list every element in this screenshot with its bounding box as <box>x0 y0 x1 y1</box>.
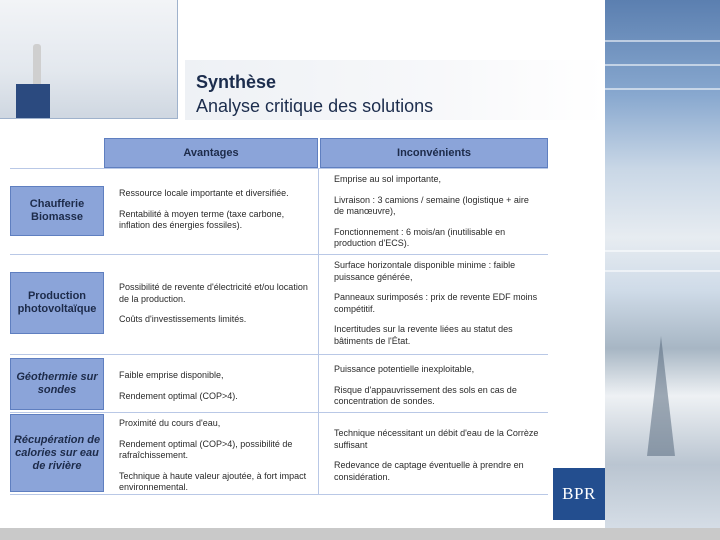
strip-pipe-line <box>605 64 720 66</box>
row-photovoltaic-advantages <box>119 282 315 335</box>
table-divider <box>10 168 548 169</box>
slide-subtitle: Analyse critique des solutions <box>196 96 434 116</box>
brand-logo: BPR <box>553 468 605 520</box>
row-river-heat-advantages <box>119 418 315 503</box>
drawback-item: Surface horizontale disponible minime : faible puissance générée, <box>334 260 516 282</box>
drawback-item: Risque d'appauvrissement des sols en cas de concentration de sondes. <box>334 384 517 406</box>
header-photo <box>0 0 178 118</box>
advantage-item: Possibilité de revente d'électricité et/ou location de la production. <box>119 282 308 304</box>
advantage-item: Technique à haute valeur ajoutée, à fort impact environnemental. <box>119 470 307 492</box>
advantage-item: Ressource locale importante et diversifiée. <box>119 188 289 198</box>
strip-tube-line <box>605 270 720 272</box>
drawback-item: Incertitudes sur la revente liées au statut des bâtiments de l'État. <box>334 324 513 346</box>
advantage-item: Proximité du cours d'eau, <box>119 418 221 428</box>
column-header-drawbacks: Inconvénients <box>320 138 548 168</box>
row-label-photovoltaic: Production photovoltaïque <box>10 272 104 334</box>
row-photovoltaic-drawbacks <box>334 260 540 356</box>
footer-bar <box>0 528 720 540</box>
pylon-silhouette <box>647 336 675 456</box>
drawback-item: Puissance potentielle inexploitable, <box>334 364 475 374</box>
slide-title: Synthèse <box>196 72 277 92</box>
header-divider-vertical <box>177 0 178 118</box>
row-biomass-drawbacks <box>334 174 540 259</box>
strip-pipe-line <box>605 88 720 90</box>
drawback-item: Fonctionnement : 6 mois/an (inutilisable en production d'ECS). <box>334 226 506 248</box>
row-river-heat-drawbacks <box>334 428 540 492</box>
strip-pipe-line <box>605 40 720 42</box>
drawback-item: Panneaux surimposés : prix de revente EDF moins compétitif. <box>334 292 538 314</box>
header-photo-figure <box>33 44 41 84</box>
drawback-item: Technique nécessitant un débit d'eau de la Corrèze suffisant <box>334 428 539 450</box>
header-photo-cube <box>16 84 50 118</box>
row-label-biomass: Chaufferie Biomasse <box>10 186 104 236</box>
advantage-item: Coûts d'investissements limités. <box>119 314 247 324</box>
row-label-river-heat: Récupération de calories sur eau de rivière <box>10 414 104 492</box>
table-column-divider <box>318 168 319 494</box>
drawback-item: Emprise au sol importante, <box>334 174 442 184</box>
advantage-item: Rentabilité à moyen terme (taxe carbone, inflation des énergies fossiles). <box>119 208 285 230</box>
advantage-item: Faible emprise disponible, <box>119 370 224 380</box>
row-geothermal-advantages <box>119 370 315 411</box>
drawback-item: Redevance de captage éventuelle à prendre en considération. <box>334 460 524 482</box>
strip-tube-line <box>605 250 720 252</box>
advantage-item: Rendement optimal (COP>4). <box>119 390 238 401</box>
side-photo-strip <box>605 0 720 528</box>
header-divider-horizontal <box>0 118 178 119</box>
row-geothermal-drawbacks <box>334 364 540 417</box>
drawback-item: Livraison : 3 camions / semaine (logistique + aire de manœuvre), <box>334 194 529 216</box>
column-header-advantages: Avantages <box>104 138 318 168</box>
row-biomass-advantages <box>119 188 315 241</box>
row-label-geothermal: Géothermie sur sondes <box>10 358 104 410</box>
advantage-item: Rendement optimal (COP>4), possibilité de rafraîchissement. <box>119 438 293 460</box>
